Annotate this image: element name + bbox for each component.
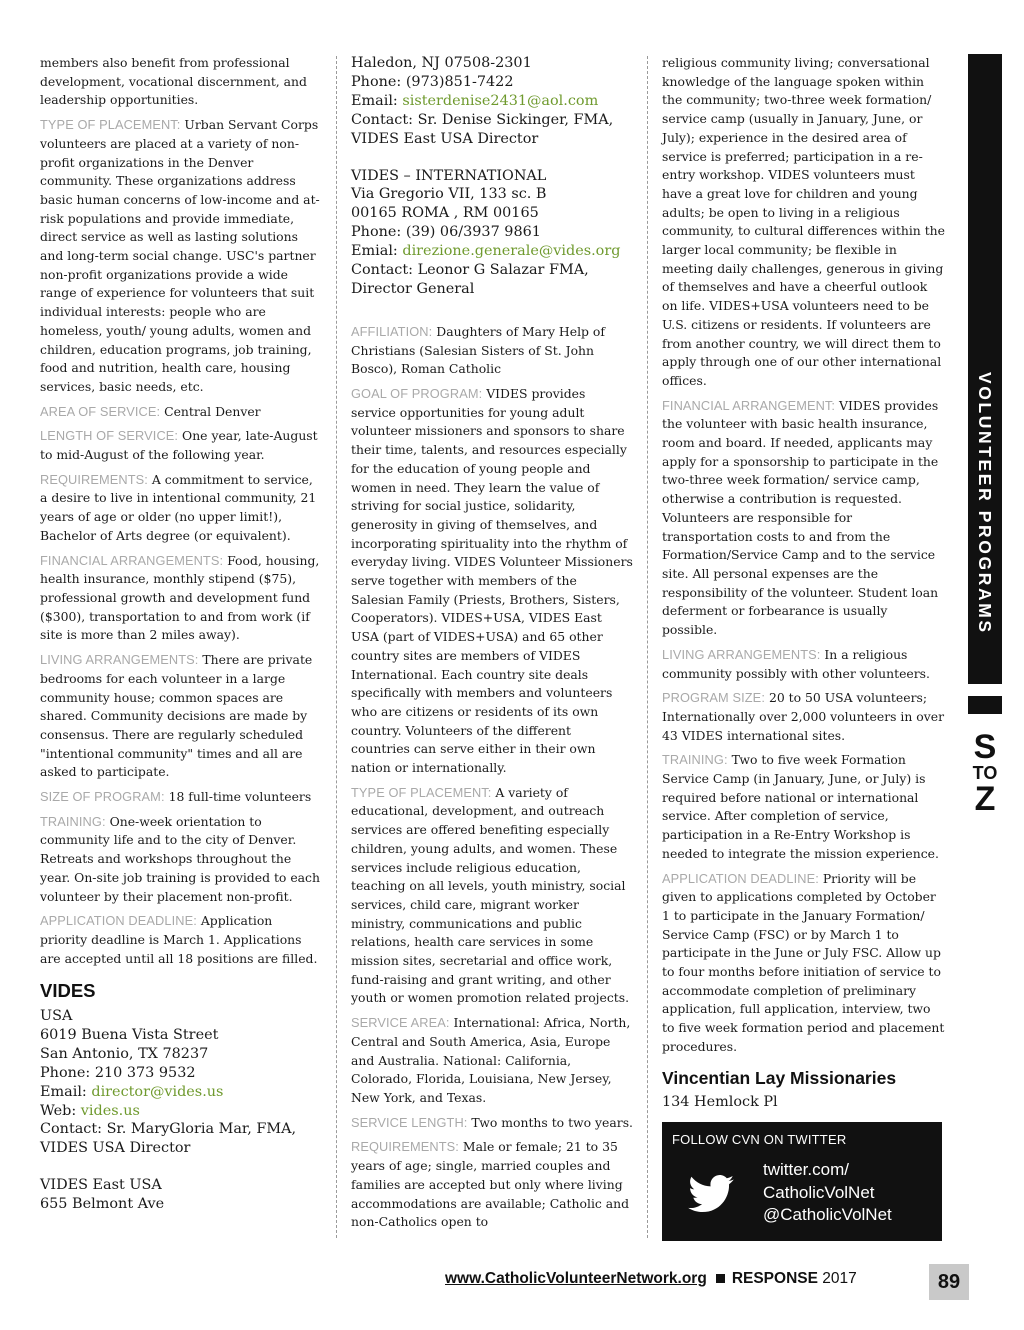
page-number: 89 <box>929 1264 969 1300</box>
section-label: AREA OF SERVICE: <box>40 403 161 419</box>
vides-east-street: 655 Belmont Ave <box>40 1196 165 1213</box>
east-email-line <box>351 92 633 111</box>
column-3 <box>662 54 945 1241</box>
s-letter: S <box>973 728 997 766</box>
col3-sections <box>662 397 945 1057</box>
intl-email-label: Emial: <box>351 243 403 260</box>
vides-web-line <box>40 1102 323 1121</box>
vides-web-link[interactable]: vides.us <box>80 1102 140 1119</box>
vides-phone: Phone: 210 373 9532 <box>40 1064 196 1081</box>
intl-name: VIDES – INTERNATIONAL <box>351 167 547 184</box>
section-paragraph <box>351 1014 633 1108</box>
twitter-handle-lines <box>763 1159 892 1227</box>
intl-city: 00165 ROMA , RM 00165 <box>351 205 539 222</box>
vides-contact-2: VIDES USA Director <box>40 1140 191 1157</box>
vincentian-heading: Vincentian Lay Missionaries <box>662 1067 897 1088</box>
section-paragraph <box>40 403 323 422</box>
section-text: Two to five week Formation Service Camp (in January, June, or July) is required before national or international service. After completion of service, participation in a Re-Entry Workshop is needed to integrate the mission experience. <box>662 752 939 861</box>
spacer <box>351 149 633 167</box>
section-text: International: Africa, North, Central and South America, Asia, Europe and Australia. National: California, Colorado, Florida, Louisiana, New Jersey, New York, and Texas. <box>351 1015 631 1105</box>
vides-east-name: VIDES East USA <box>40 1177 162 1194</box>
section-label: REQUIREMENTS: <box>351 1139 459 1155</box>
section-label: TYPE OF PLACEMENT: <box>351 784 492 800</box>
section-text: There are private bedrooms for each volunteer in a large community house; common spaces are shared. Community decisions are made by consensus. There are regularly scheduled "intentional community" times and all are asked to participate. <box>40 652 313 780</box>
vides-email-line <box>40 1083 323 1102</box>
vides-email-link[interactable]: director@vides.us <box>91 1083 224 1100</box>
section-paragraph <box>351 323 633 379</box>
section-label: FINANCIAL ARRANGEMENT: <box>662 397 836 413</box>
section-paragraph <box>40 912 323 968</box>
east-contact-1: Contact: Sr. Denise Sickinger, FMA, <box>351 111 614 128</box>
section-paragraph <box>351 784 633 1008</box>
section-label: REQUIREMENTS: <box>40 471 148 487</box>
vides-email-label: Email: <box>40 1083 92 1100</box>
section-paragraph <box>40 471 323 546</box>
footer-url[interactable]: www.CatholicVolunteerNetwork.org <box>445 1270 707 1287</box>
section-paragraph <box>40 116 323 397</box>
vincentian-address: 134 Hemlock Pl <box>662 1094 778 1111</box>
column-divider-1 <box>336 56 337 1238</box>
column-2 <box>351 54 633 1232</box>
section-label: LIVING ARRANGEMENTS: <box>662 646 821 662</box>
section-label: TYPE OF PLACEMENT: <box>40 117 181 133</box>
column-1 <box>40 54 323 1214</box>
to-word: TO <box>972 763 998 783</box>
section-label: LIVING ARRANGEMENTS: <box>40 652 199 668</box>
tab-separator-bar <box>968 696 1002 714</box>
section-text: Male or female; 21 to 35 years of age; single, married couples and families are accepted but only where living accommodations are available; Catholic and non-Catholics open to <box>351 1139 630 1230</box>
footer-publication: RESPONSE <box>731 1270 818 1287</box>
twitter-line-2[interactable]: CatholicVolNet <box>763 1182 875 1202</box>
section-label: TRAINING: <box>662 752 728 768</box>
section-text: 20 to 50 USA volunteers; Internationally over 2,000 volunteers in over 43 VIDES international sites. <box>662 690 945 743</box>
section-paragraph <box>40 788 323 807</box>
section-text: Application priority deadline is March 1. Applications are accepted until all 18 positions are filled. <box>40 913 318 966</box>
vides-usa-contact <box>40 1007 323 1214</box>
section-text: One year, late-August to mid-August of the following year. <box>40 428 318 463</box>
twitter-bird-icon <box>688 1175 734 1213</box>
page-footer <box>445 1270 857 1288</box>
section-label: APPLICATION DEADLINE: <box>40 913 197 929</box>
intl-contact-1: Contact: Leonor G Salazar FMA, <box>351 262 589 279</box>
section-text: A commitment to service, a desire to live in intentional community, 21 years of age or older (no upper limit!), Bachelor of Arts degree (or equivalent). <box>40 471 317 543</box>
spacer <box>40 1158 323 1176</box>
section-label: APPLICATION DEADLINE: <box>662 870 819 886</box>
section-label: AFFILIATION: <box>351 323 433 339</box>
section-label: FINANCIAL ARRANGEMENTS: <box>40 552 224 568</box>
intl-contact-2: Director General <box>351 280 475 297</box>
twitter-line-3[interactable]: @CatholicVolNet <box>763 1205 892 1225</box>
vides-city: San Antonio, TX 78237 <box>40 1045 209 1062</box>
section-label: PROGRAM SIZE: <box>662 690 765 706</box>
vides-country: USA <box>40 1008 73 1025</box>
section-label: SIZE OF PROGRAM: <box>40 789 165 805</box>
section-text: 18 full-time volunteers <box>168 789 312 805</box>
section-paragraph <box>662 751 945 863</box>
section-label: SERVICE LENGTH: <box>351 1114 468 1130</box>
section-paragraph <box>662 646 945 683</box>
east-phone: Phone: (973)851-7422 <box>351 73 514 90</box>
col1-intro: members also benefit from professional development, vocational discernment, and leadership opportunities. <box>40 55 307 108</box>
square-bullet-icon <box>716 1274 725 1283</box>
intl-email-line <box>351 242 633 261</box>
section-text: VIDES provides the volunteer with basic health insurance, room and board. If needed, applicants may apply for a sponsorship to participate in the two-three week formation/ service camp, otherwise a contribution is requested. Volunteers are responsible for transportation costs to and from the Formation/Service Camp and to the service site. All personal expenses are the responsibility of the volunteer. Student loan deferment or forbearance is usually possible. <box>662 397 939 638</box>
east-city: Haledon, NJ 07508-2301 <box>351 55 532 71</box>
section-paragraph <box>40 427 323 464</box>
section-paragraph <box>662 397 945 640</box>
col1-sections <box>40 116 323 968</box>
section-text: Urban Servant Corps volunteers are placed at a variety of non-profit organizations in the Denver community. These organizations address basic human concerns of low-income and at-risk populations and provide immediate, direct service as well as lasting solutions and long-term social change. USC's partner non-profit organizations provide a wide range of experience for volunteers that suit individual interests: people who are homeless, youth/ young adults, women and children, education programs, job training, food and nutrition, health care, housing services, basic needs, etc. <box>40 117 320 394</box>
section-text: Food, housing, health insurance, monthly stipend ($75), professional growth and development fund ($300), transportation to and from work (if site is more than 2 miles away). <box>40 552 320 643</box>
section-paragraph <box>351 385 633 778</box>
section-label: LENGTH OF SERVICE: <box>40 428 179 444</box>
z-letter: Z <box>974 780 996 818</box>
section-label: SERVICE AREA: <box>351 1015 450 1031</box>
vides-east-contact <box>351 54 633 299</box>
section-paragraph <box>662 689 945 745</box>
twitter-follow-box[interactable] <box>662 1122 942 1241</box>
section-text: Priority will be given to applications completed by October 1 to participate in the January Formation/ Service Camp (FSC) or by March 1 to participate in the June or July FSC. Allow up to four months before initiation of service to accommodate completion of preliminary application, full application, interview, two to five week formation period and placement procedures. <box>662 870 945 1054</box>
section-paragraph <box>40 552 323 646</box>
section-text: Two months to two years. <box>471 1114 633 1130</box>
twitter-line-1[interactable]: twitter.com/ <box>763 1160 849 1180</box>
section-paragraph <box>351 1138 633 1232</box>
section-text: Central Denver <box>164 403 261 419</box>
spacer <box>351 299 633 317</box>
vides-web-label: Web: <box>40 1102 81 1119</box>
footer-year: 2017 <box>822 1270 857 1287</box>
section-label: GOAL OF PROGRAM: <box>351 385 483 401</box>
section-paragraph <box>662 870 945 1057</box>
section-paragraph <box>40 813 323 907</box>
section-paragraph <box>40 651 323 782</box>
s-to-z-marker <box>968 730 1002 816</box>
section-text: In a religious community possibly with other volunteers. <box>662 646 930 681</box>
vides-heading: VIDES <box>40 980 96 1002</box>
section-label: TRAINING: <box>40 813 106 829</box>
volunteer-programs-label: VOLUNTEER PROGRAMS <box>975 372 995 635</box>
col2-sections <box>351 323 633 1232</box>
section-text: One-week orientation to community life and to the city of Denver. Retreats and workshops throughout the year. On-site job training is provided to each volunteer by their placement non-profit. <box>40 813 320 904</box>
column-divider-2 <box>647 56 648 1238</box>
east-contact-2: VIDES East USA Director <box>351 130 539 147</box>
twitter-box-title: FOLLOW CVN ON TWITTER <box>672 1132 847 1148</box>
east-email-label: Email: <box>351 92 403 109</box>
section-text: Daughters of Mary Help of Christians (Salesian Sisters of St. John Bosco), Roman Catholic <box>351 323 605 377</box>
section-text: VIDES provides service opportunities for young adult volunteer missioners and sponsors to share their time, talents, and resources especially for the education of young people and women in need. They learn the value of striving for social justice, solidarity, generosity in giving of themselves, and incorporating spirituality into the rhythm of everyday living. VIDES Volunteer Missioners serve together with members of the Salesian Family (Priests, Brothers, Sisters, Cooperators). VIDES+USA, VIDES East USA (part of VIDES+USA) and 65 other country sites are members of VIDES International. Each country site deals specifically with members and volunteers who are citizens or residents of its own country. Volunteers of the different countries can serve either in their own nation or internationally. <box>351 385 633 776</box>
east-email-link[interactable]: sisterdenise2431@aol.com <box>402 92 599 109</box>
section-text: A variety of educational, development, and outreach services are offered benefiting especially children, young adults, and women. These services include religious education, teaching on all levels, youth ministry, social services, child care, migrant worker ministry, communications and public relations, health care services in some mission sites, secretarial and office work, fund-raising and grant writing, and other youth or women promotion related projects. <box>351 784 630 1006</box>
intl-phone: Phone: (39) 06/3937 9861 <box>351 224 541 241</box>
volunteer-programs-tab <box>968 54 1002 684</box>
vides-street: 6019 Buena Vista Street <box>40 1026 219 1043</box>
col3-intro: religious community living; conversational knowledge of the language spoken within the community; two-three week formation/ service camp (usually in January, June, or July); experience in the desired area of service is preferred; participation in a re-entry workshop. VIDES volunteers must have a great love for children and young adults; be open to living in a religious community, to cultural differences within the larger local community; be flexible in meeting daily challenges, generous in giving of themselves and have a cheerful outlook on life. VIDES+USA volunteers need to be U.S. citizens or residents. If volunteers are from another country, we will direct them to apply through one of our other international offices. <box>662 55 945 388</box>
vides-contact-1: Contact: Sr. MaryGloria Mar, FMA, <box>40 1121 297 1138</box>
section-paragraph <box>351 1114 633 1133</box>
intl-email-link[interactable]: direzione.generale@vides.org <box>402 243 621 260</box>
intl-street: Via Gregorio VII, 133 sc. B <box>351 186 547 203</box>
